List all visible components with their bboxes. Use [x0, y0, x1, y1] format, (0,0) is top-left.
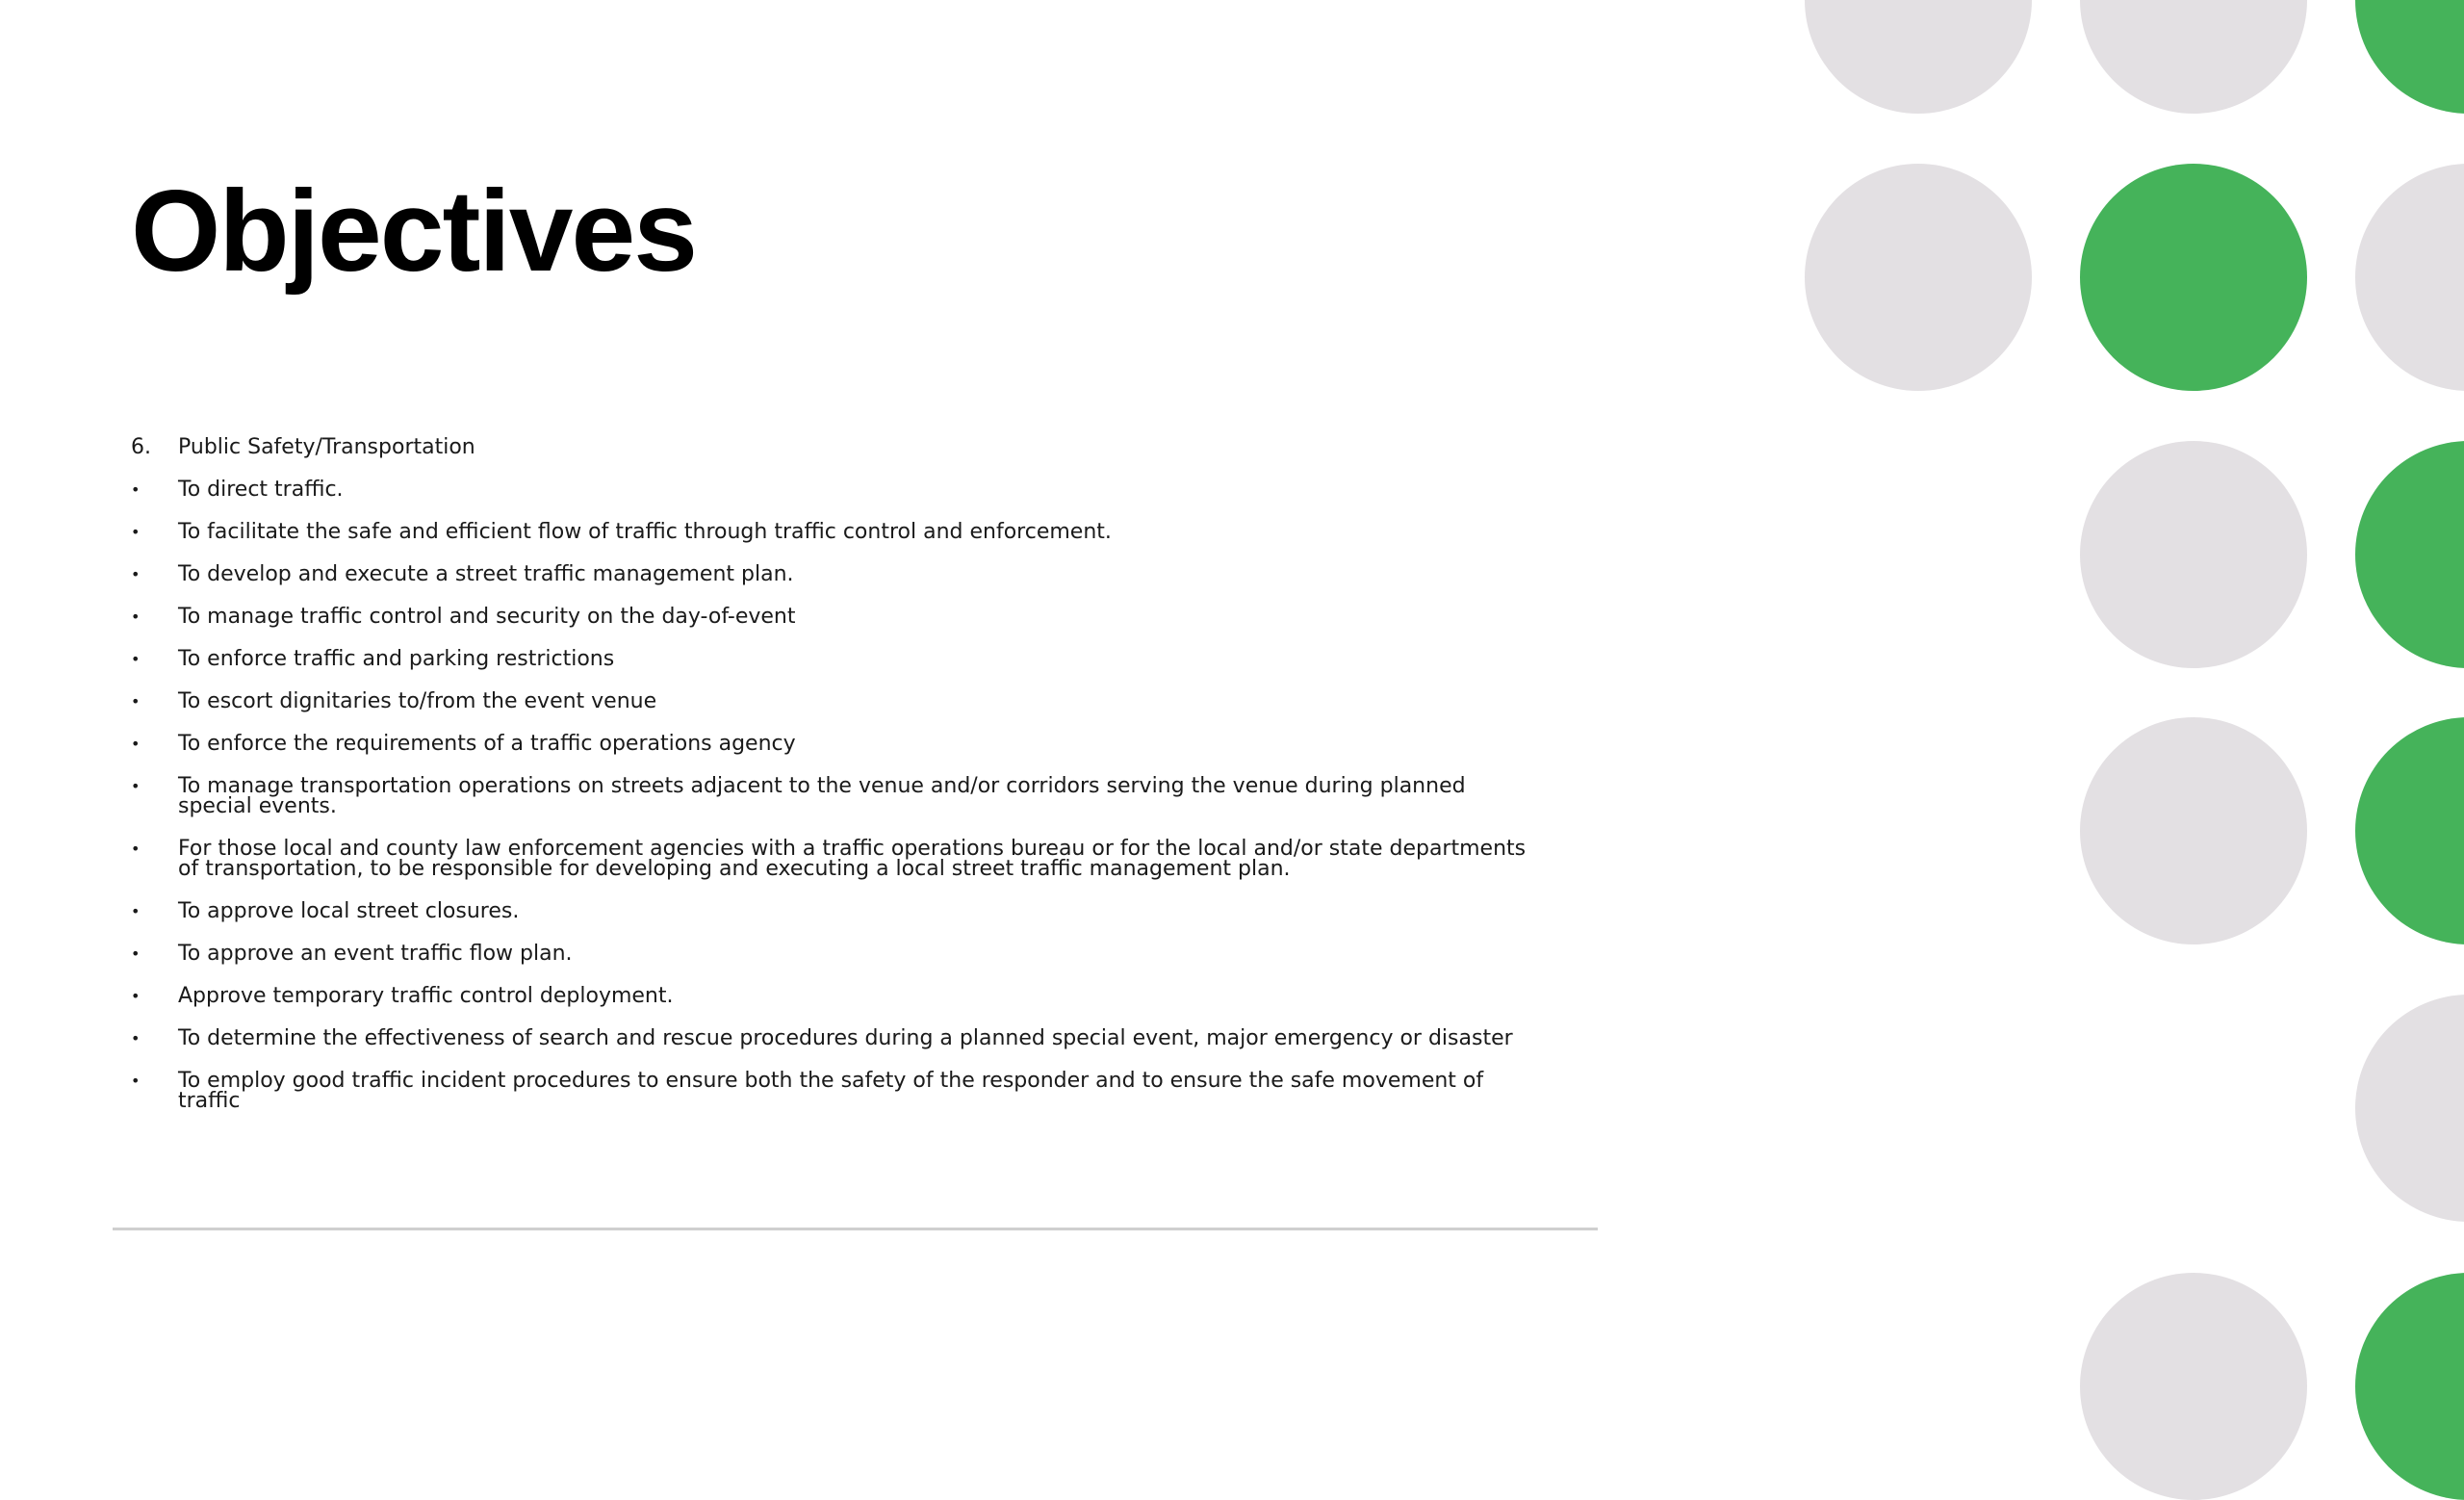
decorative-dot [2080, 717, 2307, 944]
decorative-dot [2355, 0, 2464, 114]
list-item-text: To manage traffic control and security on the day-of-event [178, 605, 796, 629]
decorative-dot [2355, 717, 2464, 944]
bullet-marker: • [131, 1072, 141, 1090]
list-item [131, 649, 1536, 669]
list-item [131, 734, 1536, 754]
list-item-text: To facilitate the safe and efficient flow of traffic through traffic control and enforcement. [178, 520, 1112, 544]
list-item [131, 839, 1536, 879]
bullet-marker: • [131, 735, 141, 753]
bullet-marker: • [131, 523, 141, 541]
list-item [131, 776, 1536, 816]
decorative-dot [1805, 0, 2032, 114]
bullet-marker: • [131, 840, 141, 858]
list-item [131, 522, 1536, 542]
bullet-marker: • [131, 944, 141, 963]
bullet-marker: • [131, 608, 141, 626]
list-item [131, 986, 1536, 1006]
list-item [131, 901, 1536, 921]
decorative-dot [2080, 441, 2307, 668]
list-item-text: To manage transportation operations on streets adjacent to the venue and/or corridors serving the venue during planned special events. [178, 774, 1466, 818]
list-item-text: To enforce the requirements of a traffic operations agency [178, 732, 796, 756]
section-number: 6. [131, 435, 151, 459]
list-item-text: For those local and county law enforcement agencies with a traffic operations bureau or for the local and/or state departments of transportation, to be responsible for developing and executing a local street traffic management plan. [178, 837, 1527, 881]
list-item-text: To approve an event traffic flow plan. [178, 942, 573, 966]
list-item [131, 479, 1536, 500]
decorative-dot [2355, 995, 2464, 1222]
list-item-text: To determine the effectiveness of search and rescue procedures during a planned special event, major emergency or disaster [178, 1026, 1513, 1050]
decorative-dot [2080, 164, 2307, 391]
list-item [131, 607, 1536, 627]
bullet-marker: • [131, 987, 141, 1005]
decorative-dot [2355, 1273, 2464, 1500]
decorative-dot [2355, 164, 2464, 391]
list-item [131, 564, 1536, 584]
bullet-marker: • [131, 480, 141, 499]
list-item [131, 944, 1536, 964]
bullet-marker: • [131, 692, 141, 711]
list-item-text: To develop and execute a street traffic management plan. [178, 562, 794, 586]
slide-title: Objectives [131, 167, 696, 296]
bullet-marker: • [131, 650, 141, 668]
list-item-text: To escort dignitaries to/from the event venue [178, 689, 657, 713]
decorative-dot [2080, 0, 2307, 114]
list-item-text: To direct traffic. [178, 478, 344, 502]
decorative-dot [1805, 164, 2032, 391]
decorative-dot [2355, 441, 2464, 668]
list-item-text: To employ good traffic incident procedures to ensure both the safety of the responder and to ensure the safe movement of traffic [178, 1069, 1484, 1113]
bullet-marker: • [131, 902, 141, 920]
footer-divider [113, 1228, 1598, 1230]
list-item [131, 691, 1536, 711]
list-item [131, 1071, 1536, 1111]
section-heading [131, 437, 1536, 457]
list-item-text: Approve temporary traffic control deployment. [178, 984, 674, 1008]
bullet-marker: • [131, 777, 141, 795]
list-item-text: To enforce traffic and parking restrictions [178, 647, 615, 671]
objectives-list [131, 437, 1536, 1133]
bullet-marker: • [131, 565, 141, 583]
list-item [131, 1028, 1536, 1048]
list-item-text: To approve local street closures. [178, 899, 520, 923]
section-heading-text: Public Safety/Transportation [178, 435, 475, 459]
bullet-marker: • [131, 1029, 141, 1047]
decorative-dot [2080, 1273, 2307, 1500]
